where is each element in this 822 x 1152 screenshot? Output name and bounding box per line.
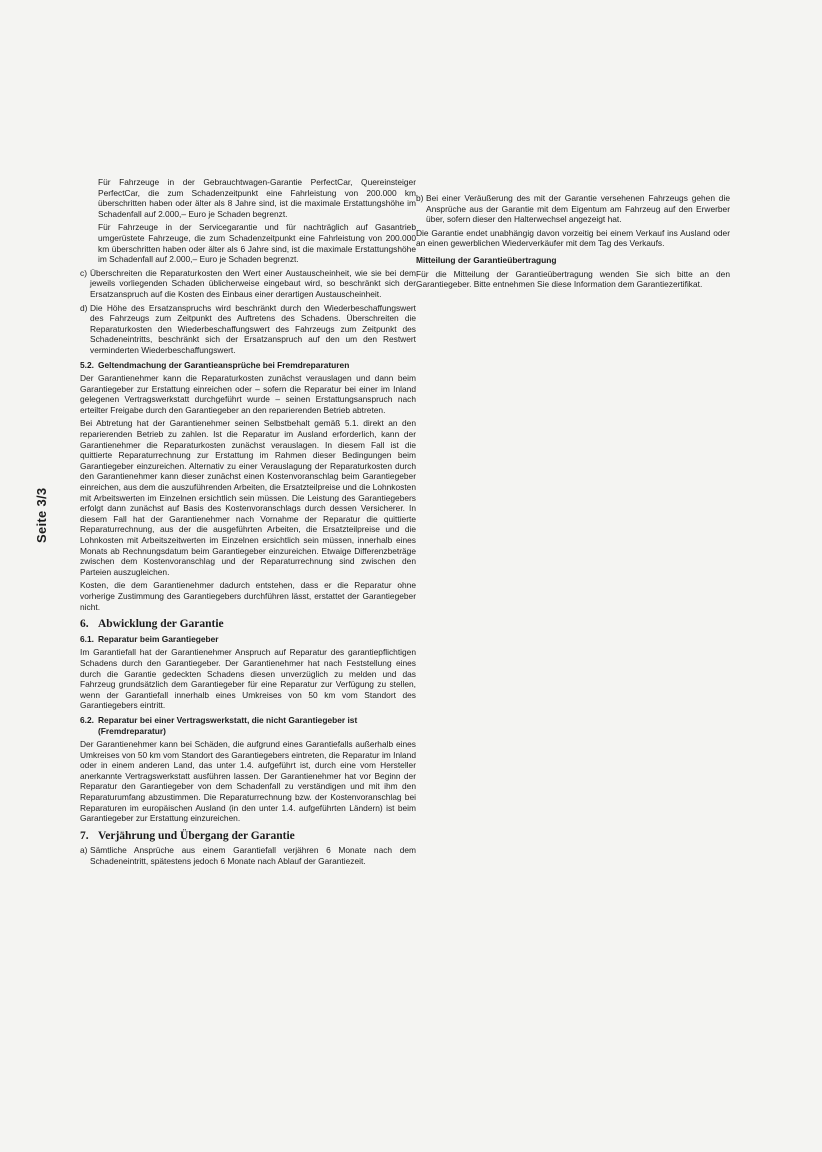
paragraph-garantie-endet: Die Garantie endet unabhängig davon vorzeitig bei einem Verkauf ins Ausland oder an einen gewerblichen Wiederverkäufer mit dem Tag des Verkaufs. [416, 227, 730, 249]
list-marker-d: d) [80, 302, 88, 313]
paragraph-mitteilung: Für die Mitteilung der Garantieübertragung wenden Sie sich bitte an den Garantiegeber. Bitte entnehmen Sie diese Information dem Garantiezertifikat. [416, 268, 730, 290]
section-title: Reparatur bei einer Vertragswerkstatt, die nicht Garantiegeber ist (Fremdreparatur) [98, 714, 358, 736]
section-title: Verjährung und Übergang der Garantie [98, 829, 295, 842]
section-heading-6-1 [80, 634, 416, 645]
list-item-d [80, 303, 416, 356]
paragraph-5-2-c: Kosten, die dem Garantienehmer dadurch entstehen, dass er die Reparatur ohne vorherige Zustimmung des Garantiegebers durchführen lässt, erstattet der Garantiegeber nicht. [80, 580, 416, 612]
section-number: 6.1. [80, 633, 94, 644]
section-heading-7 [80, 831, 416, 842]
paragraph-6-2: Der Garantienehmer kann bei Schäden, die aufgrund eines Garantiefalls außerhalb eines Umkreises von 50 km vom Standort des Garantiegebers eintreten, die Reparatur im Inland oder in einem anderen Land, das unter 1.4. aufgeführt ist, durch eine vom Hersteller anerkannte Vertragswerkstatt ausführen lassen. Der Garantienehmer hat vor Beginn der Reparatur den Garantiegeber von dem Schadenfall zu verständigen und mit ihm den Reparaturumfang abzustimmen. Die Reparaturrechnung bzw. der Kostenvoranschlag bei Reparaturen im europäischen Ausland (in den unter 1.4. aufgeführten Ländern) ist beim Garantiegeber zur Erstattung einzureichen. [80, 739, 416, 824]
list-text-b: Bei einer Veräußerung des mit der Garantie versehenen Fahrzeugs gehen die Ansprüche aus der Garantie mit dem Eigentum am Fahrzeug auf den Erwerber über, sofern dieser den Halterwechsel angezeigt hat. [426, 193, 730, 225]
list-marker-a: a) [80, 845, 88, 856]
list-marker-c: c) [80, 267, 87, 278]
section-heading-6 [80, 619, 416, 630]
section-title: Geltendmachung der Garantieansprüche bei Fremdreparaturen [98, 359, 350, 370]
section-heading-5-2 [80, 360, 416, 371]
list-marker-b: b) [416, 193, 424, 203]
list-item-b [416, 193, 730, 225]
section-title: Reparatur beim Garantiegeber [98, 633, 219, 644]
section-number: 6. [80, 618, 89, 631]
left-column [80, 177, 416, 870]
section-number: 7. [80, 829, 89, 842]
right-column [416, 193, 730, 293]
page-number-label: Seite 3/3 [34, 487, 49, 543]
list-text-a: Sämtliche Ansprüche aus einem Garantiefall verjähren 6 Monate nach dem Schadeneintritt, spätestens jedoch 6 Monate nach Ablauf der Garantiezeit. [90, 845, 416, 867]
paragraph-5-2-b: Bei Abtretung hat der Garantienehmer seinen Selbstbehalt gemäß 5.1. direkt an den reparierenden Betrieb zu zahlen. Ist die Reparatur im Ausland erforderlich, kann der Garantienehmer die Reparaturkosten zunächst verauslagen. In diesem Fall ist die quittierte Reparaturrechnung zur Erstattung im Rahmen dieser Bedingungen beim Garantiegeber einzureichen. Alternativ zu einer Verauslagung der Reparaturkosten durch den Garantienehmer kann dieser zunächst einen Kostenvoranschlag beim Garantiegeber einreichen, aus dem die auszuführenden Arbeiten, die Ersatzteilpreise und die Lohnkosten mit Arbeitswerten im Einzelnen ersichtlich sein müssen. Die Leistung des Garantiegebers erfolgt dann zunächst auf Basis des Kostenvoranschlags durch dessen Versicherer. In diesem Fall hat der Garantienehmer nach Vornahme der Reparatur die quittierte Reparaturrechnung, aus der die ausgeführten Arbeiten, die Ersatzteilpreise und die Lohnkosten mit Arbeitszeitwerten im Einzelnen ersichtlich sein müssen, innerhalb eines Monats ab Rechnungsdatum beim Garantiegeber einzureichen. Etwaige Differenzbeträge zwischen dem Kostenvoranschlag und der Reparaturrechnung sind zwischen den Parteien auszugleichen. [80, 418, 416, 577]
list-text-d: Die Höhe des Ersatzanspruchs wird beschränkt durch den Wiederbeschaffungswert des Fahrzeugs zum Zeitpunkt des Auftretens des Schadens. Überschreiten die Reparaturkosten den Wiederbeschaffungswert des Fahrzeugs zum Zeitpunkt des Schadeneintritts, beschränkt sich der Ersatzanspruch auf den um den Restwert verminderten Wiederbeschaffungswert. [90, 302, 416, 355]
section-title: Abwicklung der Garantie [98, 618, 224, 631]
list-item-c [80, 268, 416, 300]
paragraph-6-1: Im Garantiefall hat der Garantienehmer Anspruch auf Reparatur des garantiepflichtigen Schadens durch den Garantiegeber. Der Garantienehmer hat nach Feststellung eines durch die Garantie gedeckten Schadens diesen unverzüglich zu melden und das Fahrzeug grundsätzlich dem Garantiegeber für eine Reparatur zur Verfügung zu stellen, wenn der Garantiefall innerhalb eines Umkreises von 50 km vom Standort des Garantiegebers eintritt. [80, 647, 416, 711]
paragraph-perfectcar-limit: Für Fahrzeuge in der Gebrauchtwagen-Garantie PerfectCar, Quereinsteiger PerfectCar, die zum Schadenzeitpunkt eine Fahrleistung von 200.000 km überschritten haben oder älter als 8 Jahre sind, ist die maximale Erstattungshöhe im Schadenfall auf 2.000,– Euro je Schaden begrenzt. [98, 177, 416, 219]
paragraph-servicegarantie-limit: Für Fahrzeuge in der Servicegarantie und für nachträglich auf Gasantrieb umgerüstete Fahrzeuge, die zum Schadenzeitpunkt eine Fahrleistung von 200.000 km überschritten haben oder älter als 6 Jahre sind, ist die maximale Erstattungshöhe im Schadenfall auf 2.000,– Euro je Schaden begrenzt. [98, 222, 416, 265]
subheading-mitteilung: Mitteilung der Garantieübertragung [416, 254, 557, 265]
list-text-c: Überschreiten die Reparaturkosten den Wert einer Austauscheinheit, wie sie bei dem jeweils vorliegenden Schaden üblicherweise eingebaut wird, so beschränkt sich der Ersatzanspruch auf die Kosten des Einbaus einer derartigen Austauscheinheit. [90, 267, 416, 299]
section-number: 5.2. [80, 359, 94, 370]
section-heading-6-2 [80, 715, 416, 736]
list-item-7a [80, 845, 416, 866]
section-number: 6.2. [80, 714, 94, 725]
paragraph-5-2-a: Der Garantienehmer kann die Reparaturkosten zunächst verauslagen und dann beim Garantiegeber zur Erstattung einreichen oder – sofern die Reparatur bei einer im Inland gelegenen Vertragswerkstatt durchgeführt wurde – seinen Erstattungsanspruch nach erteilter Freigabe durch den Garantiegeber an den reparierenden Betrieb abtreten. [80, 373, 416, 415]
